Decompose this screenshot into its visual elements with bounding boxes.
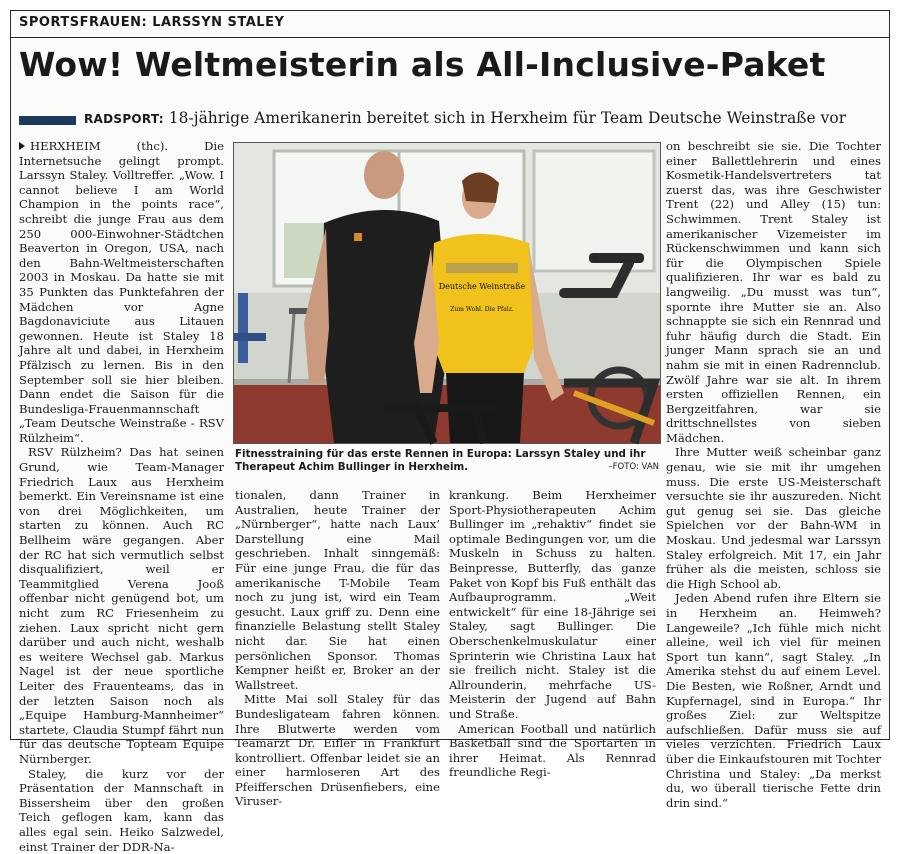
triangle-bullet-icon [19,142,25,150]
gym-photo-illustration [234,143,660,443]
newspaper-clipping [10,10,890,854]
article-column-2 [235,488,440,809]
paragraph [19,139,224,445]
caption-text: Fitnesstraining für das erste Rennen in Europa: Larssyn Staley und ihr Therapeut Achim Bullinger in Herxheim. [235,448,646,473]
deck-accent-bar [19,116,76,125]
deck-label: RADSPORT: [84,112,164,126]
headline: Wow! Weltmeisterin als All-Inclusive-Paket [19,45,826,84]
article-photo [233,142,661,444]
paragraph: Jeden Abend rufen ihre Eltern sie in Herxheim an. Heimweh? Langeweile? „Ich fühle mich nicht alleine, weil ich viel für meinen Sport tun kann“, sagt Staley. „In Amerika stehst du auf einem Level. Die Besten, wie Roßner, Arndt und Kupfernagel, sind in Europa.“ Ihr großes Ziel: zur Weltspitze aufschließen. Dafür muss sie auf vieles verzichten. Friedrich Laux über die Einkaufstouren mit Tochter Christina und Staley: „Da merkst du, wo überall tierische Fette drin drin sind.“ [666,591,881,810]
paragraph: tionalen, dann Trainer in Australien, heute Trainer der „Nürnberger“, hatte nach Laux’ Darstellung eine Mail geschrieben. Inhalt sinngemäß: Für eine junge Frau, die für das amerikanische T-Mobile Team noch zu jung ist, wird ein Team gesucht. Laux griff zu. Denn eine finanzielle Belastung stellt Staley nicht dar. Sie hat einen persönlichen Sponsor. Thomas Kempner heißt er, Broker an der Wallstreet. [235,488,440,692]
jersey-text-1: Deutsche Weinstraße [438,282,526,291]
kicker-divider [11,37,889,38]
photo-caption [235,448,659,474]
photo-credit: –FOTO: VAN [608,462,659,472]
article-column-3 [449,488,656,780]
article-column-1 [19,139,224,854]
paragraph: RSV Rülzheim? Das hat seinen Grund, wie Team-Manager Friedrich Laux aus Herxheim bemerkt. Ein Vereinsname ist eine von drei Möglichkeiten, um starten zu können. Auch RC Bellheim wäre gegangen. Aber der RC hat sich vermutlich selbst disqualifiziert, weil er Teammitglied Verena Jooß offenbar nicht genügend bot, um nicht zum RC Friesenheim zu ziehen. Laux spricht nicht gern darüber und auch nicht, weshalb es weitere Wechsel gab. Markus Nagel ist der neue sportliche Leiter des Frauenteams, das in der letzten Saison noch als „Equipe Hamburg-Mannheimer“ startete, Claudia Stumpf fährt nun für das deutsche Topteam Equipe Nürnberger. [19,445,224,766]
deck-text: 18-jährige Amerikanerin bereitet sich in Herxheim für Team Deutsche Weinstraße vor [168,109,847,127]
paragraph: American Football und natürlich Basketball sind die Sportarten in ihrer Heimat. Als Rennrad freundliche Regi- [449,721,656,780]
paragraph: on beschreibt sie sie. Die Tochter einer Ballettlehrerin und eines Kosmetik-Handelsvertreters tat zuerst das, was ihre Geschwister Trent (22) und Alley (15) tun: Schwimmen. Trent Staley ist amerikanischer Vizemeister im Rückenschwimmen und kann sich für die Olympischen Spiele qualifizieren. Ihr war es bald zu langweilig. „Du musst was tun“, spornte ihre Mutter sie an. Also schnappte sie sich ein Rennrad und fuhr häufig durch die Stadt. Ein junger Mann sprach sie an und nahm sie mit in einen Radrennclub. Zwölf Jahre war sie alt. In ihrem ersten offiziellen Rennen, ein Bergzeitfahren, war sie drittschnellstes von sieben Mädchen. [666,139,881,445]
paragraph: Ihre Mutter weiß scheinbar ganz genau, wie sie mit ihr umgehen muss. Die erste US-Meisterschaft versuchte sie ihr auszureden. Nicht gut genug sei sie. Das gleiche Spielchen vor der Bahn-WM in Moskau. Und jedesmal war Larssyn Staley erfolgreich. Mit 17, ein Jahr früher als die meisten, schloss sie die High School ab. [666,445,881,591]
section-kicker: SPORTSFRAUEN: LARSSYN STALEY [19,15,285,30]
article-column-4 [666,139,881,810]
paragraph-text: HERXHEIM (thc). Die Internetsuche gelingt prompt. Larssyn Staley. Volltreffer. „Wow. I cannot believe I am World Champion in the points race“, schreibt die junge Frau aus dem 250 000-Einwohner-Städtchen Beaverton in Oregon, USA, nach den Bahn-Weltmeisterschaften 2003 in Moskau. Da hatte sie mit 35 Punkten das Punktefahren der Mädchen vor Agne Bagdonaviciute aus Litauen gewonnen. Heute ist Staley 18 Jahre alt und dabei, in Herxheim Pfälzisch zu lernen. Bis in den September soll sie hier bleiben. Dann endet die Saison für die Bundesliga-Frauenmannschaft „Team Deutsche Weinstraße - RSV Rülzheim“. [19,139,224,445]
paragraph: krankung. Beim Herxheimer Sport-Physiotherapeuten Achim Bullinger im „rehaktiv“ findet sie optimale Bedingungen vor, um die Muskeln in Schuss zu halten. Beinpresse, Butterfly, das ganze Paket von Kopf bis Fuß enthält das Aufbauprogramm. „Weit entwickelt“ für eine 18-Jährige sei Staley, sagt Bullinger. Die Oberschenkelmuskulatur einer Sprinterin wie Christina Laux hat sie freilich nicht. Staley ist die Allrounderin, mehrfache US-Meisterin der Jugend auf Bahn und Straße. [449,488,656,721]
jersey-text-2: Zum Wohl. Die Pfalz. [450,306,514,313]
paragraph: Staley, die kurz vor der Präsentation der Mannschaft in Bissersheim über den großen Teich geflogen kam, kann das alles egal sein. Heiko Salzwedel, einst Trainer der DDR-Na- [19,766,224,854]
paragraph: Mitte Mai soll Staley für das Bundesligateam fahren können. Ihre Blutwerte werden vom Teamarzt Dr. Eifler in Frankfurt kontrolliert. Offenbar leidet sie an einer harmloseren Art des Pfeifferschen Drüsenfiebers, eine Viruser- [235,692,440,809]
subheadline [84,109,846,127]
